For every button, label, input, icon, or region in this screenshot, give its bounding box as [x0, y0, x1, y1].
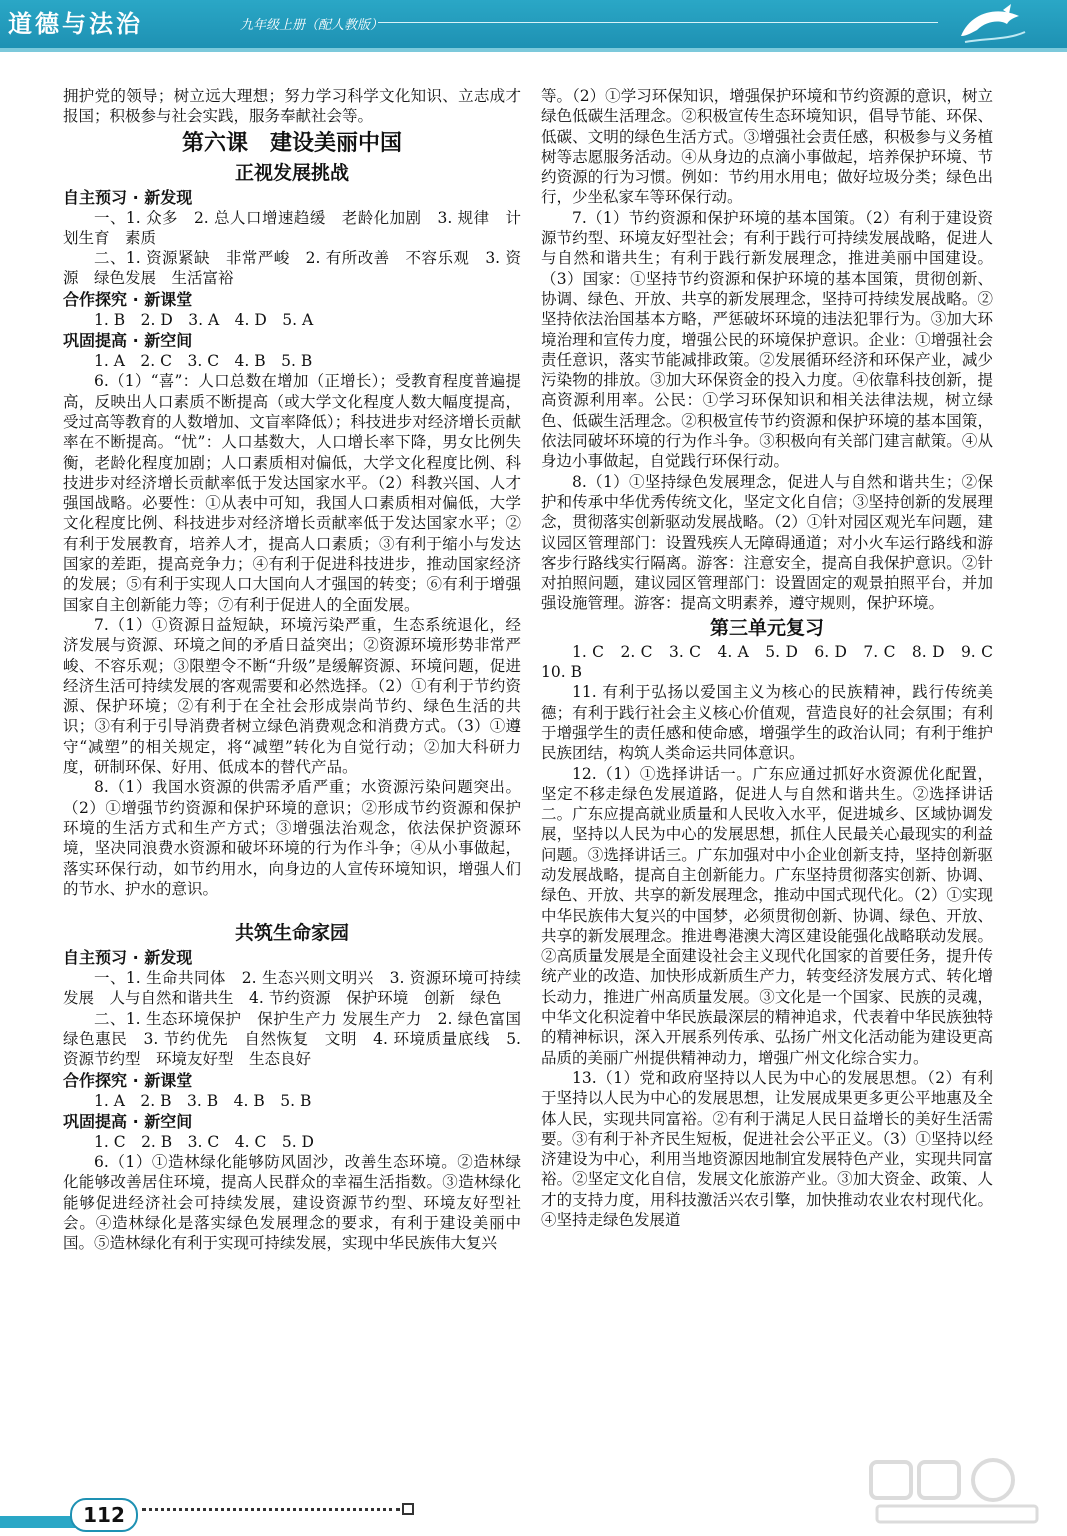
- dolphin-logo-icon: [957, 2, 1027, 46]
- paragraph: 8.（1）①坚持绿色发展理念，促进人与自然和谐共生；②保护和传承中华优秀传统文化，坚定文化自信；③坚持创新的发展理念，贯彻落实创新驱动发展战略。（2）①针对园区观光车问题，建议园区管理部门：设置残疾人无障碍通道；对小火车运行路线和游客步行路线实行隔离。游客：注意安全，提高自我保护意识。②针对拍照问题，建议园区管理部门：设置固定的观景拍照平台，并加强设施管理。游客：提高文明素养，遵守规则，保护环境。: [541, 472, 993, 613]
- paragraph: 拥护党的领导；树立远大理想；努力学习科学文化知识、立志成才报国；积极参与社会实践，服务奉献社会等。: [63, 87, 521, 126]
- subheading: 巩固提高 · 新空间: [63, 331, 193, 351]
- subheading: 自主预习 · 新发现: [63, 187, 193, 207]
- grade-label: 九年级上册（配人教版）: [240, 18, 384, 33]
- left-column: [63, 86, 537, 1254]
- answer-line: 1. A 2. B 3. B 4. B 5. B: [94, 1091, 312, 1110]
- section-title: 共筑生命家园: [234, 922, 349, 945]
- lesson-title: 第六课 建设美丽中国: [181, 130, 402, 156]
- answer-line: 1. B 2. D 3. A 4. D 5. A: [94, 310, 314, 329]
- paragraph: 一、1. 众多 2. 总人口增速趋缓 老龄化加剧 3. 规律 计划生育 素质: [63, 208, 521, 247]
- section-title: 正视发展挑战: [234, 161, 349, 184]
- answer-line: 1. C 2. B 3. C 4. C 5. D: [94, 1132, 314, 1151]
- paragraph: 7.（1）①资源日益短缺，环境污染严重，生态系统退化，经济发展与资源、环境之间的矛盾日益突出；②资源环境形势非常严峻、不容乐观；③限塑令不断“升级”是缓解资源、环境问题，促进经济生活可持续发展的客观需要和必然选择。（2）①有利于节约资源、保护环境；②有利于在全社会形成崇尚节约、绿色生活的共识；③有利于引导消费者树立绿色消费观念和消费方式。（3）①遵守“减塑”的相关规定，将“减塑”转化为自觉行动；②加大科研力度，研制环保、好用、低成本的替代产品。: [63, 615, 521, 777]
- paragraph: 二、1. 资源紧缺 非常严峻 2. 有所改善 不容乐观 3. 资源 绿色发展 生活富裕: [63, 249, 521, 288]
- paragraph: 一、1. 生命共同体 2. 生态兴则文明兴 3. 资源环境可持续发展 人与自然和谐共生 4. 节约资源 保护环境 创新 绿色: [63, 969, 521, 1008]
- answer-line: 1. C 2. C 3. C 4. A 5. D 6. D 7. C 8. D 9. C 10. B: [541, 642, 1009, 682]
- paragraph: 12.（1）①选择讲话一。广东应通过抓好水资源优化配置，坚定不移走绿色发展道路，促进人与自然和谐共生。②选择讲话二。广东应提高就业质量和人民收入水平，促进城乡、区域协调发展，坚持以人民为中心的发展思想，抓住人民最关心最现实的利益问题。③选择讲话三。广东加强对中小企业创新支持，坚持创新驱动发展战略，提高自主创新能力。广东坚持贯彻落实创新、协调、绿色、开放、共享的新发展理念，推动中国式现代化。（2）①实现中华民族伟大复兴的中国梦，必须贯彻创新、协调、绿色、开放、共享的新发展理念。推进粤港澳大湾区建设能强化战略联动发展。②高质量发展是全面建设社会主义现代化国家的首要任务，提升传统产业的改造、加快形成新质生产力，转变经济发展方式、转化增长动力，推进广州高质量发展。③文化是一个国家、民族的灵魂，中华文化积淀着中华民族最深层的精神追求，代表着中华民族独特的精神标识，深入开展系列传承、弘扬广州文化活动能为建设更高品质的美丽广州提供精神动力，增强广州文化综合实力。: [541, 764, 993, 1067]
- unit-review-title: 第三单元复习: [709, 616, 824, 639]
- paragraph: 6.（1）①造林绿化能够防风固沙，改善生态环境。②造林绿化能够改善居住环境，提高人民群众的幸福生活指数。③造林绿化能够促进经济社会可持续发展，建设资源节约型、环境友好型社会。④造林绿化是落实绿色发展理念的要求，有利于建设美丽中国。⑤造林绿化有利于实现可持续发展，实现中华民族伟大复兴: [63, 1153, 521, 1253]
- subheading: 自主预习 · 新发现: [63, 948, 193, 968]
- answer-line: 1. A 2. C 3. C 4. B 5. B: [94, 352, 313, 371]
- page-footer: [0, 1486, 1067, 1536]
- page-number: 112: [70, 1498, 138, 1532]
- footer-end-square: [402, 1503, 414, 1515]
- header-bar: [0, 0, 1067, 48]
- paragraph: 二、1. 生态环境保护 保护生产力 发展生产力 2. 绿色富国 绿色惠民 3. 节约优先 自然恢复 文明 4. 环境质量底线 5. 资源节约型 环境友好型 生态良好: [63, 1009, 537, 1069]
- header-underline: [0, 48, 1067, 52]
- footer-bar: [0, 1516, 80, 1528]
- page-header: [0, 0, 1067, 52]
- paragraph: 7.（1）节约资源和保护环境的基本国策。（2）有利于建设资源节约型、环境友好型社会；有利于践行可持续发展战略，促进人与自然和谐共生；有利于践行新发展理念，推进美丽中国建设。（3）国家：①坚持节约资源和保护环境的基本国策，贯彻创新、协调、绿色、开放、共享的新发展理念，坚持可持续发展战略。②坚持依法治国基本方略，严惩破坏环境的违法犯罪行为。③加大环境治理和宣传力度，增强公民的环境保护意识。企业：①增强社会责任意识，落实节能减排政策。②发展循环经济和环保产业，减少污染物的排放。③加大环保资金的投入力度。④依靠科技创新，提高资源利用率。公民：①学习环保知识和相关法律法规，树立绿色、低碳生活理念。②积极宣传节约资源和保护环境的基本国策，依法同破坏环境的行为作斗争。③积极向有关部门建言献策。④从身边小事做起，自觉践行环保行动。: [541, 208, 993, 471]
- paragraph: 等。（2）①学习环保知识，增强保护环境和节约资源的意识，树立绿色低碳生活理念。②积极宣传生态环境知识，倡导节能、环保、低碳、文明的绿色生活方式。③增强社会责任感，积极参与义务植树等志愿服务活动。④从身边的点滴小事做起，培养保护环境、节约资源的行为习惯。例如：节约用水用电；做好垃圾分类；绿色出行，少坐私家车等环保行动。: [541, 87, 993, 207]
- subject-title: 道德与法治: [8, 10, 143, 38]
- footer-dotted-rule: [142, 1508, 400, 1511]
- header-rule: [378, 22, 938, 23]
- spacer: [63, 899, 521, 919]
- subheading: 巩固提高 · 新空间: [63, 1111, 193, 1131]
- paragraph: 8.（1）我国水资源的供需矛盾严重；水资源污染问题突出。（2）①增强节约资源和保护环境的意识；②形成节约资源和保护环境的生活方式和生产方式；③增强法治观念，依法保护资源环境，坚决同浪费水资源和破坏环境的行为作斗争；④从小事做起，落实环保行动，如节约用水，向身边的人宣传环境知识，增强人们的节水、护水的意识。: [63, 778, 521, 898]
- subheading: 合作探究 · 新课堂: [63, 1070, 193, 1090]
- watermark-logo-icon: [867, 1456, 1047, 1530]
- paragraph: 13.（1）党和政府坚持以人民为中心的发展思想。（2）有利于坚持以人民为中心的发展思想，让发展成果更多更公平地惠及全体人民，实现共同富裕。②有利于满足人民日益增长的美好生活需要。③有利于补齐民生短板，促进社会公平正义。（3）①坚持以经济建设为中心，利用当地资源因地制宜发展特色产业，实现共同富裕。②坚定文化自信，发展文化旅游产业。③加大资金、政策、人才的支持力度，用科技激活兴农引擎，加快推动农业农村现代化。④坚持走绿色发展道: [541, 1068, 993, 1230]
- subheading: 合作探究 · 新课堂: [63, 289, 193, 309]
- paragraph: 6.（1）“喜”：人口总数在增加（正增长）；受教育程度普遍提高，反映出人口素质不断提高（或大学文化程度人数大幅度提高，受过高等教育的人数增加、文盲率降低）；科技进步对经济增长贡献率在不断提高。“忧”：人口基数大，人口增长率下降，男女比例失衡，老龄化程度加剧；人口素质相对偏低，大学文化程度比例、科技进步对经济增长贡献率低于发达国家水平。（2）科教兴国、人才强国战略。必要性：①从表中可知，我国人口素质相对偏低，大学文化程度比例、科技进步对经济增长贡献率低于发达国家水平；②有利于发展教育，培养人才，提高人口素质；③有利于缩小与发达国家的差距，提高竞争力；④有利于促进科技进步，推动国家经济的发展；⑤有利于实现人口大国向人才强国的转变；⑥有利于增强国家自主创新能力等；⑦有利于促进人的全面发展。: [63, 372, 521, 614]
- right-column: [541, 86, 1009, 1230]
- paragraph: 11. 有利于弘扬以爱国主义为核心的民族精神，践行传统美德；有利于践行社会主义核心价值观，营造良好的社会氛围；有利于增强学生的责任感和使命感，增强学生的政治认同；有利于维护民族团结，构筑人类命运共同体意识。: [541, 683, 993, 763]
